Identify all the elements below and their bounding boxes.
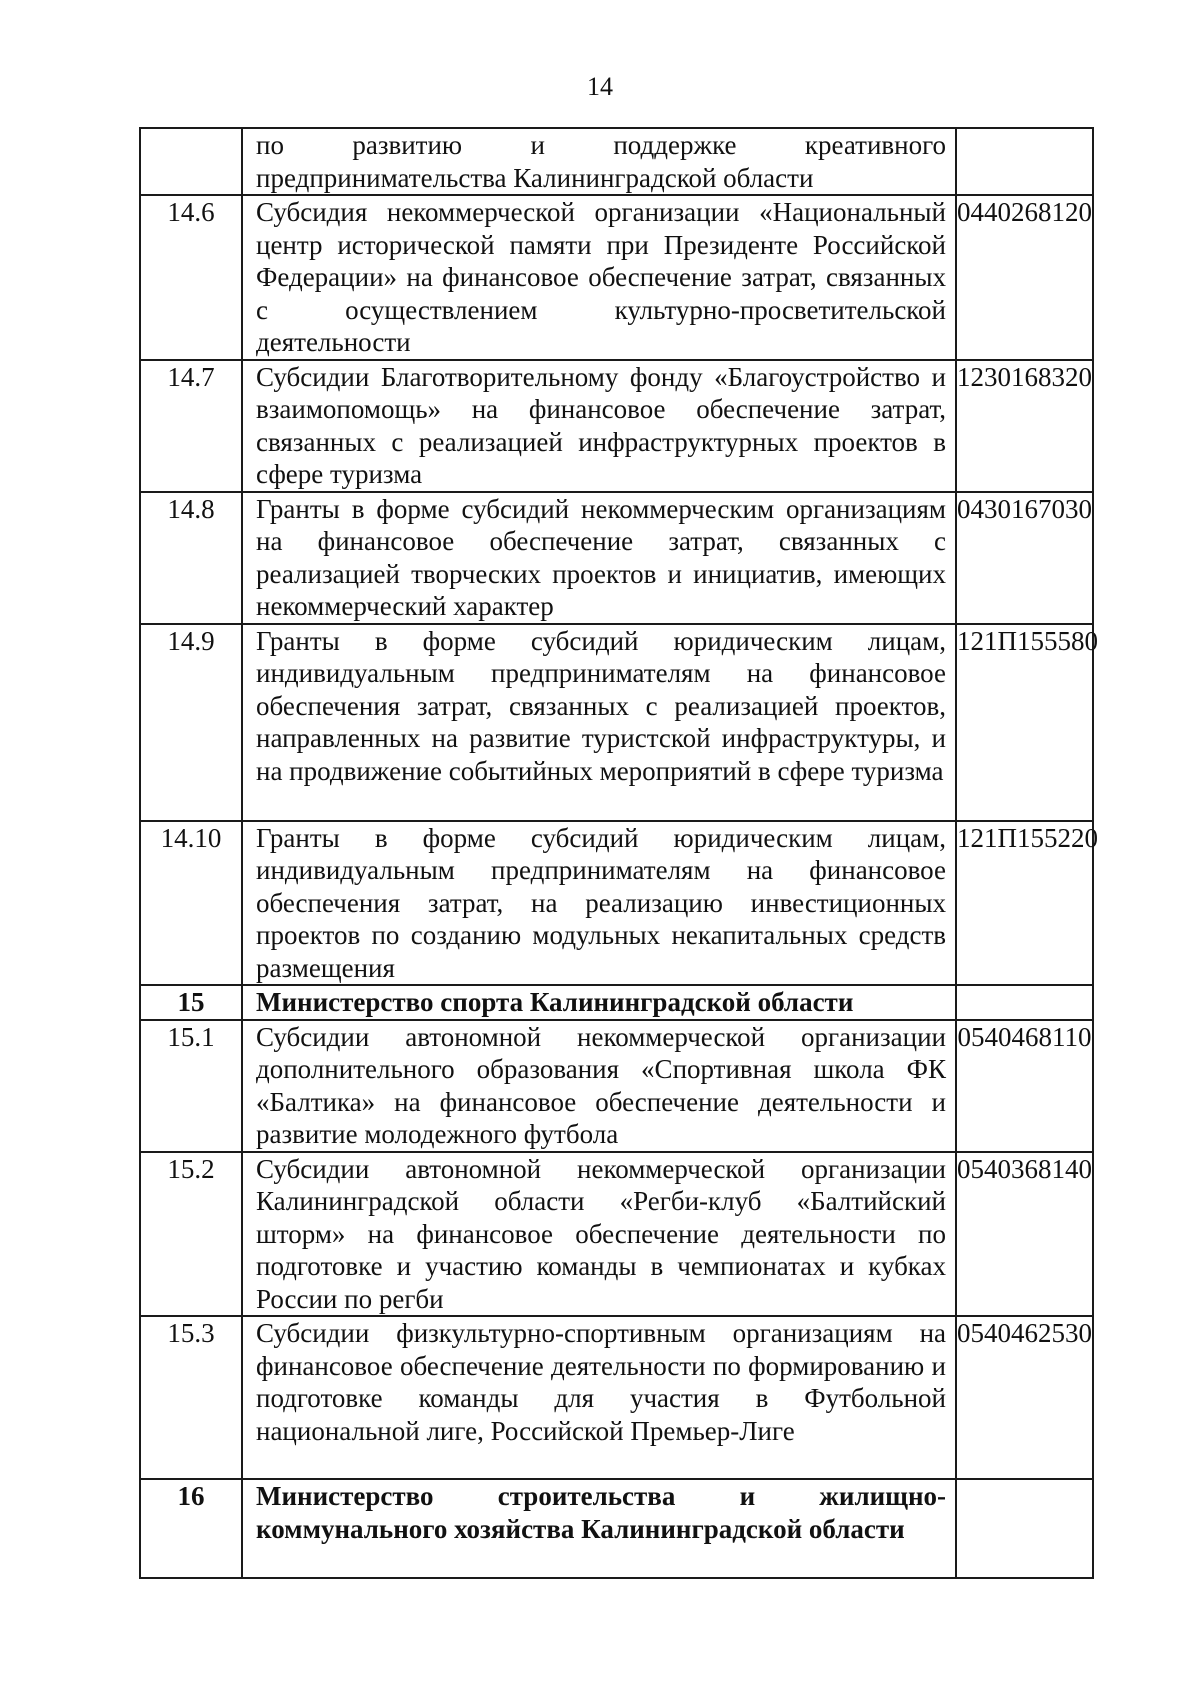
row-code: 0540468110 bbox=[956, 1020, 1093, 1152]
section-title: Министерство спорта Калининградской области bbox=[242, 985, 956, 1020]
row-description: Гранты в форме субсидий юридическим лицам, индивидуальным предпринимателям на финансовое обеспечения затрат, связанных с реализацией проектов, направленных на развитие туристской инфраструктуры, и на продвижение событийных мероприятий в сфере туризма bbox=[242, 624, 956, 821]
row-number: 15.2 bbox=[140, 1152, 242, 1317]
row-number: 15.3 bbox=[140, 1316, 242, 1479]
row-code: 0540368140 bbox=[956, 1152, 1093, 1317]
row-code: 0440268120 bbox=[956, 195, 1093, 360]
row-code: 0430167030 bbox=[956, 492, 1093, 624]
table-row bbox=[140, 360, 1093, 492]
row-description: Гранты в форме субсидий юридическим лицам, индивидуальным предпринимателям на финансовое обеспечения затрат, на реализацию инвестиционных проектов по созданию модульных некапитальных средств размещения bbox=[242, 821, 956, 986]
row-number: 14.10 bbox=[140, 821, 242, 986]
section-row bbox=[140, 1479, 1093, 1578]
row-number: 14.6 bbox=[140, 195, 242, 360]
table-row bbox=[140, 1020, 1093, 1152]
row-code bbox=[956, 985, 1093, 1020]
table-row bbox=[140, 128, 1093, 195]
table-row bbox=[140, 492, 1093, 624]
section-title: Министерство строительства и жилищно-коммунального хозяйства Калининградской области bbox=[242, 1479, 956, 1578]
row-description: Субсидии Благотворительному фонду «Благоустройство и взаимопомощь» на финансовое обеспечение затрат, связанных с реализацией инфраструктурных проектов в сфере туризма bbox=[242, 360, 956, 492]
section-row bbox=[140, 985, 1093, 1020]
row-description: по развитию и поддержке креативного предпринимательства Калининградской области bbox=[242, 128, 956, 195]
row-description: Субсидия некоммерческой организации «Национальный центр исторической памяти при Президенте Российской Федерации» на финансовое обеспечение затрат, связанных с осуществлением культурно-просветительской деятельности bbox=[242, 195, 956, 360]
row-description: Субсидии автономной некоммерческой организации дополнительного образования «Спортивная школа ФК «Балтика» на финансовое обеспечение деятельности и развитие молодежного футбола bbox=[242, 1020, 956, 1152]
table-row bbox=[140, 1152, 1093, 1317]
page-number: 14 bbox=[587, 72, 613, 101]
row-number: 14.7 bbox=[140, 360, 242, 492]
table-row bbox=[140, 1316, 1093, 1479]
row-code bbox=[956, 128, 1093, 195]
row-code: 121П155580 bbox=[956, 624, 1093, 821]
row-code: 121П155220 bbox=[956, 821, 1093, 986]
row-number bbox=[140, 128, 242, 195]
row-code: 0540462530 bbox=[956, 1316, 1093, 1479]
table-row bbox=[140, 195, 1093, 360]
table-row bbox=[140, 624, 1093, 821]
row-number: 14.8 bbox=[140, 492, 242, 624]
table-row bbox=[140, 821, 1093, 986]
row-number: 14.9 bbox=[140, 624, 242, 821]
row-code bbox=[956, 1479, 1093, 1578]
section-number: 16 bbox=[140, 1479, 242, 1578]
section-number: 15 bbox=[140, 985, 242, 1020]
row-description: Субсидии автономной некоммерческой организации Калининградской области «Регби-клуб «Балтийский шторм» на финансовое обеспечение деятельности по подготовке и участию команды в чемпионатах и кубках России по регби bbox=[242, 1152, 956, 1317]
subsidy-table bbox=[139, 127, 1098, 1579]
row-description: Субсидии физкультурно-спортивным организациям на финансовое обеспечение деятельности по формированию и подготовке команды для участия в Футбольной национальной лиге, Российской Премьер-Лиге bbox=[242, 1316, 956, 1479]
row-description: Гранты в форме субсидий некоммерческим организациям на финансовое обеспечение затрат, связанных с реализацией творческих проектов и инициатив, имеющих некоммерческий характер bbox=[242, 492, 956, 624]
row-number: 15.1 bbox=[140, 1020, 242, 1152]
row-code: 1230168320 bbox=[956, 360, 1093, 492]
